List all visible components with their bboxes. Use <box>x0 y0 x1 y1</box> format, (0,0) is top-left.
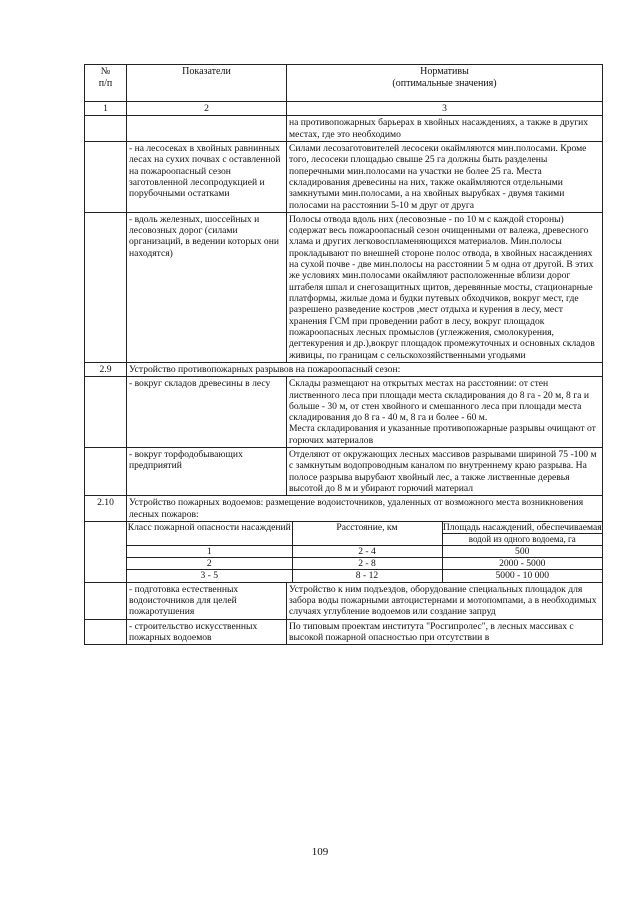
table-row <box>85 619 603 645</box>
row-norm: Устройство к ним подъездов, оборудование специальных площадок для забора воды пожарными автоцистернами и мотопомпами, а в необходимых случаях углубление водоемов или создание запруд <box>287 582 603 619</box>
section-row <box>85 362 603 376</box>
water-class: 2 <box>127 558 292 570</box>
page-number: 109 <box>311 846 329 858</box>
row-indicator <box>127 116 287 142</box>
row-indicator: - строительство искусственных пожарных водоемов <box>127 619 287 645</box>
section-number: 2.10 <box>85 496 127 522</box>
water-distance: 2 - 8 <box>292 558 442 570</box>
water-distance: 2 - 4 <box>292 545 442 557</box>
row-norm: Отделяют от окружающих лесных массивов разрывами шириной 75 -100 м с замкнутым водопроводным каналом по внутреннему краю разрыва. На полосе разрыва вырубают хвойный лес, а также лиственные деревья высотой до 8 м и убирают горючий материал <box>287 448 603 496</box>
row-indicator: - подготовка естественных водоисточников для целей пожаротушения <box>127 582 287 619</box>
water-area: 5000 - 10 000 <box>442 570 602 582</box>
section-number: 2.9 <box>85 362 127 376</box>
colnum-1: 1 <box>85 102 127 116</box>
water-header-row <box>127 522 602 534</box>
table-row <box>85 582 603 619</box>
table-row <box>85 116 603 142</box>
water-sources-table <box>127 522 602 582</box>
header-indicators: Показатели <box>127 65 287 102</box>
row-norm: на противопожарных барьерах в хвойных насаждениях, а также в других местах, где это необходимо <box>287 116 603 142</box>
water-area: 2000 - 5000 <box>442 558 602 570</box>
water-col-area-sub: водой из одного водоема, га <box>442 534 602 546</box>
norms-table <box>84 64 603 645</box>
section-title: Устройство пожарных водоемов: размещение водоисточников, удаленных от возможного места возникновения лесных пожаров: <box>127 496 603 522</box>
water-col-area: Площадь насаждений, обеспечиваемая <box>442 521 602 533</box>
header-norms: Нормативы (оптимальные значения) <box>287 65 603 102</box>
row-indicator: - вокруг торфодобывающих предприятий <box>127 448 287 496</box>
colnum-2: 2 <box>127 102 287 116</box>
header-number: № п/п <box>85 65 127 102</box>
table-row <box>85 377 603 448</box>
water-table-row <box>85 521 603 582</box>
water-col-class: Класс пожарной опасности насаждений <box>127 522 292 545</box>
water-row <box>127 545 602 557</box>
table-row <box>85 212 603 362</box>
section-row <box>85 496 603 522</box>
water-row <box>127 558 602 570</box>
row-norm: По типовым проектам института "Росгипролес", в лесных массивах с высокой пожарной опасностью при отсутствии в <box>287 619 603 645</box>
row-indicator: - вокруг складов древесины в лесу <box>127 377 287 448</box>
section-title: Устройство противопожарных разрывов на пожароопасный сезон: <box>127 362 603 376</box>
water-row <box>127 570 602 582</box>
water-class: 3 - 5 <box>127 570 292 582</box>
water-col-distance: Расстояние, км <box>292 522 442 545</box>
row-norm: Склады размещают на открытых местах на расстоянии: от стен лиственного леса при площади места складирования до 8 га - 20 м, 8 га и больше - 30 м, от стен хвойного и смешанного леса при площади места складирования до 8 га - 40 м, 8 га и более - 60 м. Места складирования и указанные противопожарные разрывы очищают от горючих материалов <box>287 377 603 448</box>
water-area: 500 <box>442 545 602 557</box>
row-indicator: - вдоль железных, шоссейных и лесовозных дорог (силами организаций, в ведении которых они находятся) <box>127 212 287 362</box>
table-row <box>85 141 603 212</box>
table-row <box>85 448 603 496</box>
row-indicator: - на лесосеках в хвойных равнинных лесах на сухих почвах с оставленной на пожароопасный сезон заготовленной лесопродукцией и порубочными остатками <box>127 141 287 212</box>
water-class: 1 <box>127 545 292 557</box>
colnum-3: 3 <box>287 102 603 116</box>
row-norm: Силами лесозаготовителей лесосеки окаймляются мин.полосами. Кроме того, лесосеки площадью свыше 25 га должны быть разделены поперечными мин.полосами на участки не более 25 га. Места складирования древесины на них, также окаймляются отдельными замкнутыми мин.полосами, а на хвойных вырубках - двумя такими полосами на расстоянии 5-10 м друг от друга <box>287 141 603 212</box>
table-header-row <box>85 65 603 102</box>
column-number-row <box>85 102 603 116</box>
water-distance: 8 - 12 <box>292 570 442 582</box>
row-norm: Полосы отвода вдоль них (лесовозные - по 10 м с каждой стороны) содержат весь пожароопасный сезон очищенными от валежа, древесного хлама и других легковоспламеняющихся материалов. Мин.полосы прокладывают по внешней стороне полос отвода, в хвойных насаждениях на сухой почве - две мин.полосы на расстоянии 5 м одна от другой. В этих же условиях мин.полосами окаймляют расположенные вблизи дорог штабеля шпал и снегозащитных щитов, деревянные мосты, стационарные платформы, жилые дома и будки путевых обходчиков, вокруг мест, где разрешено разведение костров ,мест отдыха и курения в лесу, мест хранения ГСМ при проведении работ в лесу, вокруг площадок пожароопасных лесных промыслов (углежжения, смолокурения, дегтекурения и др.),вокруг площадок промежуточных и основных складов живицы, по границам с сельскохозяйственными угодьями <box>287 212 603 362</box>
